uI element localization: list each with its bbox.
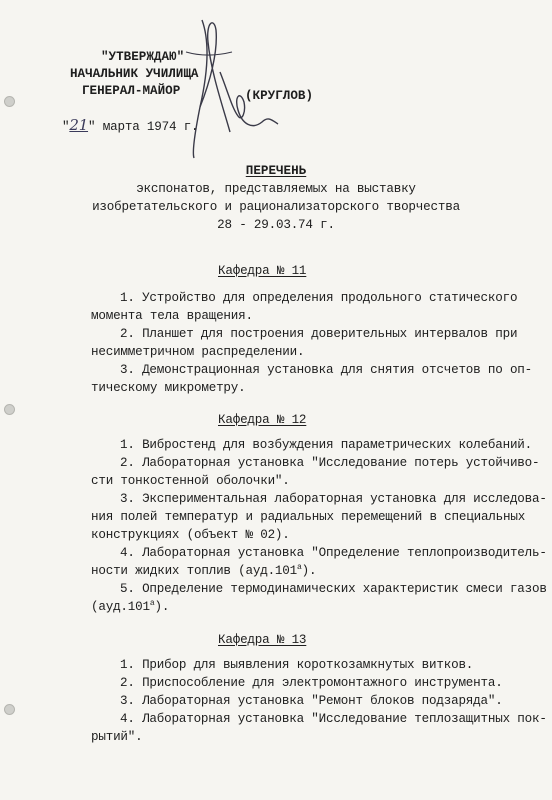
list-item-cont: несимметричном распределении. — [91, 345, 305, 359]
text-fragment: ). — [154, 600, 170, 614]
list-item: 1. Вибростенд для возбуждения параметрических колебаний. — [120, 438, 533, 452]
date-day: 21 — [69, 116, 89, 134]
approval-date — [62, 116, 198, 134]
title-line-3: 28 - 29.03.74 г. — [217, 218, 335, 232]
list-item-cont — [91, 564, 316, 578]
list-item: 4. Лабораторная установка "Определение теплопроизводитель- — [120, 546, 547, 560]
text-fragment: ности жидких топлив (ауд.101 — [91, 564, 298, 578]
list-item: 2. Лабораторная установка "Исследование потерь устойчиво- — [120, 456, 540, 470]
handwritten-signature — [180, 12, 280, 162]
list-item-cont — [91, 600, 169, 614]
approval-rank: ГЕНЕРАЛ-МАЙОР — [82, 84, 181, 98]
list-item: 3. Экспериментальная лабораторная установка для исследова- — [120, 492, 547, 506]
punch-hole — [4, 96, 15, 107]
date-quote-close: " — [88, 120, 96, 134]
list-item-cont: рытий". — [91, 730, 143, 744]
title-line-1: экспонатов, представляемых на выставку — [136, 182, 416, 196]
document-title: ПЕРЕЧЕНЬ — [245, 164, 307, 178]
list-item: 4. Лабораторная установка "Исследование теплозащитных пок- — [120, 712, 547, 726]
title-line-2: изобретательского и рационализаторского творчества — [92, 200, 460, 214]
list-item: 3. Демонстрационная установка для снятия отсчетов по оп- — [120, 363, 533, 377]
list-item: 2. Планшет для построения доверительных интервалов при — [120, 327, 518, 341]
date-month-year: марта 1974 г. — [102, 120, 199, 134]
section-heading-11: Кафедра № 11 — [218, 264, 307, 278]
list-item-cont: ния полей температур и радиальных перемещений в специальных — [91, 510, 526, 524]
list-item-cont: момента тела вращения. — [91, 309, 253, 323]
text-fragment: (ауд.101 — [91, 600, 150, 614]
list-item-cont: тическому микрометру. — [91, 381, 246, 395]
punch-hole — [4, 704, 15, 715]
list-item: 1. Устройство для определения продольного статического — [120, 291, 518, 305]
approval-position: НАЧАЛЬНИК УЧИЛИЩА — [70, 67, 199, 81]
list-item: 2. Приспособление для электромонтажного инструмента. — [120, 676, 503, 690]
punch-hole — [4, 404, 15, 415]
list-item: 3. Лабораторная установка "Ремонт блоков подзаряда". — [120, 694, 503, 708]
superscript: a — [297, 563, 302, 572]
list-item: 5. Определение термодинамических характеристик смеси газов — [120, 582, 547, 596]
text-fragment: ). — [301, 564, 317, 578]
list-item-cont: сти тонкостенной оболочки". — [91, 474, 290, 488]
date-quote-open: " — [62, 120, 70, 134]
list-item: 1. Прибор для выявления короткозамкнутых витков. — [120, 658, 474, 672]
section-heading-13: Кафедра № 13 — [218, 633, 307, 647]
section-heading-12: Кафедра № 12 — [218, 413, 307, 427]
approver-name: (КРУГЛОВ) — [245, 89, 314, 103]
list-item-cont: конструкциях (объект № 02). — [91, 528, 290, 542]
approval-title: "УТВЕРЖДАЮ" — [101, 50, 185, 64]
superscript: a — [149, 599, 155, 608]
